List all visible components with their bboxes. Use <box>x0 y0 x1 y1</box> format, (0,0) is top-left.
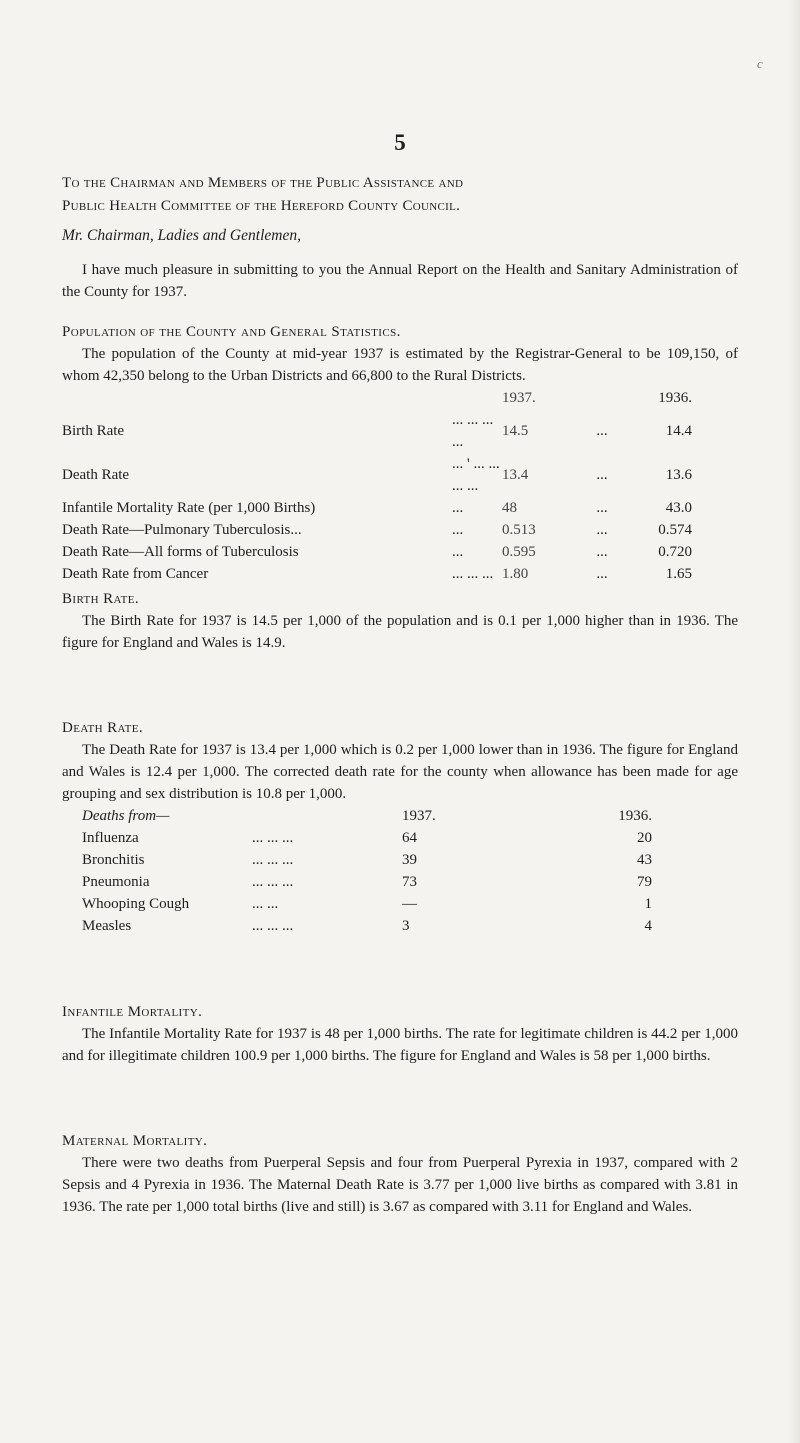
deaths-leader: ... ... ... <box>252 918 294 934</box>
stat-label: Death Rate <box>62 467 130 483</box>
deaths-value-1937: 39 <box>402 852 417 868</box>
stat-leader: ... <box>596 522 608 538</box>
stat-leader: ... <box>596 500 608 516</box>
stat-value-1936: 1.65 <box>665 566 692 582</box>
stat-value-1936: 43.0 <box>665 500 692 516</box>
deaths-row <box>82 871 652 893</box>
stat-value-1936: 13.6 <box>665 467 692 483</box>
deaths-leader: ... ... ... <box>252 852 294 868</box>
deaths-value-1937: 3 <box>402 918 410 934</box>
stat-leader: ... <box>452 500 464 516</box>
stat-row <box>62 497 692 519</box>
death-rate-section <box>62 717 738 937</box>
stat-value-1937: 0.595 <box>502 544 536 560</box>
stat-value-1937: 1.80 <box>502 566 529 582</box>
page-edge-shadow <box>788 0 800 1443</box>
maternal-mortality-heading: Maternal Mortality. <box>62 1133 208 1149</box>
stat-label: Infantile Mortality Rate (per 1,000 Births) <box>62 500 316 516</box>
intro-paragraph <box>62 259 738 303</box>
stat-value-1936: 0.574 <box>658 522 692 538</box>
stat-value-1937: 13.4 <box>502 467 529 483</box>
stat-row <box>62 453 692 497</box>
population-section <box>62 321 738 585</box>
intro-text: I have much pleasure in submitting to you the Annual Report on the Health and Sanitary Administration of the County for 1937. <box>62 262 738 300</box>
deaths-leader: ... ... ... <box>252 830 294 846</box>
stat-leader: ... <box>596 566 608 582</box>
stat-value-1937: 48 <box>502 500 517 516</box>
stat-value-1937: 0.513 <box>502 522 536 538</box>
deaths-header-row <box>82 805 652 827</box>
stat-label: Death Rate from Cancer <box>62 566 209 582</box>
address-line-2: Public Health Committee of the Hereford County Council. <box>62 198 461 214</box>
deaths-value-1936: 1 <box>644 896 652 912</box>
maternal-mortality-section <box>62 1130 738 1218</box>
stat-leader: ... <box>452 522 464 538</box>
stat-leader: ... <box>596 423 608 439</box>
deaths-value-1937: 64 <box>402 830 417 846</box>
population-text: The population of the County at mid-year 1937 is estimated by the Registrar-General to be 109,150, of whom 42,350 belong to the Urban Districts and 66,800 to the Rural Districts. <box>62 346 738 384</box>
deaths-value-1936: 4 <box>644 918 652 934</box>
stat-row <box>62 409 692 453</box>
stat-leader: ... ... ... ... <box>452 412 494 450</box>
death-rate-heading: Death Rate. <box>62 720 144 736</box>
deaths-table-title: Deaths from— <box>82 808 170 824</box>
stat-leader: ... ' ... ... ... ... <box>452 456 500 494</box>
statistics-header-row <box>62 387 692 409</box>
stat-value-1936: 0.720 <box>658 544 692 560</box>
page-number: 5 <box>394 130 406 155</box>
deaths-table <box>82 805 652 937</box>
birth-rate-text: The Birth Rate for 1937 is 14.5 per 1,000 of the population and is 0.1 per 1,000 higher than in 1936. The figure for England and Wales is 14.9. <box>62 613 738 651</box>
address-line-1: To the Chairman and Members of the Public Assistance and <box>62 175 464 191</box>
stat-label: Death Rate—All forms of Tuberculosis <box>62 544 299 560</box>
population-heading: Population of the County and General Statistics. <box>62 324 401 340</box>
stat-leader: ... <box>596 544 608 560</box>
deaths-leader: ... ... ... <box>252 874 294 890</box>
stat-value-1936: 14.4 <box>665 423 692 439</box>
deaths-row <box>82 827 652 849</box>
address-block <box>62 172 752 218</box>
stat-label: Birth Rate <box>62 423 125 439</box>
corner-mark: c <box>757 56 763 71</box>
stat-leader: ... <box>596 467 608 483</box>
birth-rate-heading: Birth Rate. <box>62 591 140 607</box>
deaths-col-1936: 1936. <box>618 808 652 824</box>
stat-row <box>62 519 692 541</box>
deaths-label: Whooping Cough <box>82 896 190 912</box>
stat-row <box>62 541 692 563</box>
deaths-label: Measles <box>82 918 132 934</box>
col-1936-header: 1936. <box>658 390 692 406</box>
deaths-leader: ... ... <box>252 896 279 912</box>
deaths-value-1936: 43 <box>637 852 652 868</box>
birth-rate-section <box>62 588 738 654</box>
col-1937-header: 1937. <box>502 390 536 406</box>
deaths-row <box>82 893 652 915</box>
deaths-label: Pneumonia <box>82 874 150 890</box>
deaths-value-1936: 20 <box>637 830 652 846</box>
stat-label: Death Rate—Pulmonary Tuberculosis... <box>62 522 302 538</box>
death-rate-text: The Death Rate for 1937 is 13.4 per 1,000 which is 0.2 per 1,000 lower than in 1936. The figure for England and Wales is 12.4 per 1,000. The corrected death rate for the county when allowance has been made for age grouping and sex distribution is 10.8 per 1,000. <box>62 742 738 802</box>
deaths-value-1937: 73 <box>402 874 417 890</box>
stat-leader: ... ... ... <box>452 566 494 582</box>
infantile-mortality-section <box>62 1001 738 1067</box>
deaths-value-1937: — <box>402 896 417 912</box>
deaths-value-1936: 79 <box>637 874 652 890</box>
maternal-mortality-text: There were two deaths from Puerperal Sepsis and four from Puerperal Pyrexia in 1937, compared with 2 Sepsis and 4 Pyrexia in 1936. The Maternal Death Rate is 3.77 per 1,000 live births as compared with 3.81 in 1936. The rate per 1,000 total births (live and still) is 3.67 as compared with 3.11 for England and Wales. <box>62 1155 738 1215</box>
stat-leader: ... <box>452 544 464 560</box>
statistics-table <box>62 387 692 585</box>
infantile-mortality-heading: Infantile Mortality. <box>62 1004 203 1020</box>
stat-row <box>62 563 692 585</box>
deaths-row <box>82 849 652 871</box>
deaths-label: Bronchitis <box>82 852 145 868</box>
salutation: Mr. Chairman, Ladies and Gentlemen, <box>62 227 301 244</box>
deaths-col-1937: 1937. <box>402 808 436 824</box>
stat-value-1937: 14.5 <box>502 423 529 439</box>
deaths-label: Influenza <box>82 830 139 846</box>
infantile-mortality-text: The Infantile Mortality Rate for 1937 is 48 per 1,000 births. The rate for legitimate children is 44.2 per 1,000 and for illegitimate children 100.9 per 1,000 births. The figure for England and Wales is 58 per 1,000 births. <box>62 1026 738 1064</box>
deaths-row <box>82 915 652 937</box>
